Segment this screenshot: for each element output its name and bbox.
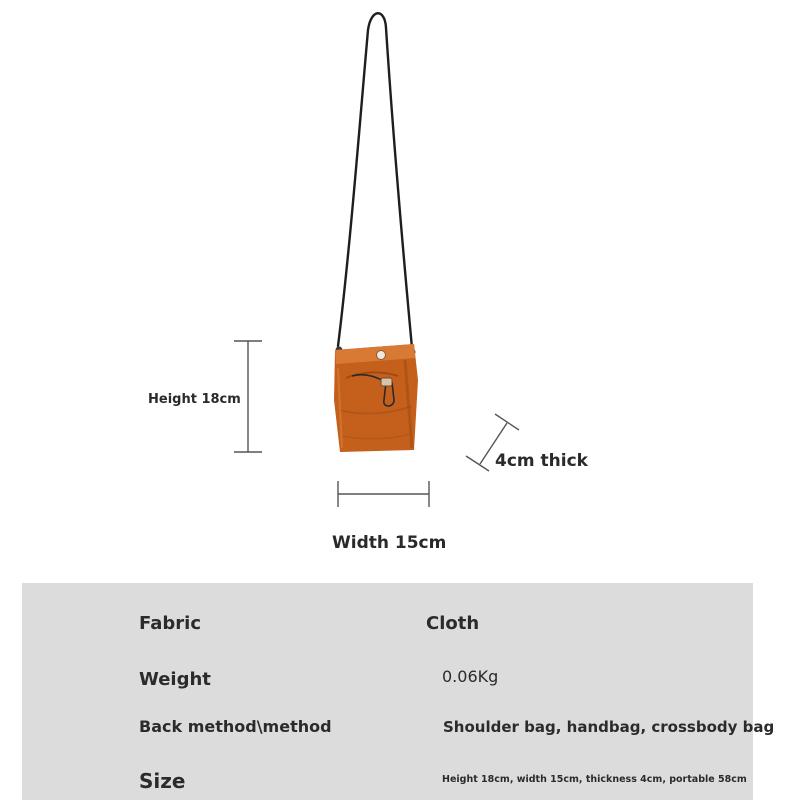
snap-button	[377, 351, 386, 360]
spec-key-weight: Weight	[139, 669, 211, 690]
bag-strap	[338, 13, 412, 348]
spec-key-back-method: Back method\method	[139, 717, 332, 736]
spec-key-fabric: Fabric	[139, 613, 201, 634]
width-label: Width 15cm	[332, 533, 447, 553]
bag-body	[334, 344, 418, 452]
spec-value-back-method: Shoulder bag, handbag, crossbody bag	[443, 718, 775, 736]
width-dimension-marker	[338, 481, 429, 507]
spec-value-fabric: Cloth	[426, 613, 480, 634]
spec-panel	[22, 583, 775, 800]
spec-value-size: Height 18cm, width 15cm, thickness 4cm, portable 58cm	[442, 774, 747, 785]
spec-key-size: Size	[139, 769, 186, 793]
cord-toggle	[381, 378, 392, 386]
height-label: Height 18cm	[148, 392, 241, 407]
spec-value-weight: 0.06Kg	[442, 667, 499, 686]
thickness-label: 4cm thick	[495, 451, 588, 471]
